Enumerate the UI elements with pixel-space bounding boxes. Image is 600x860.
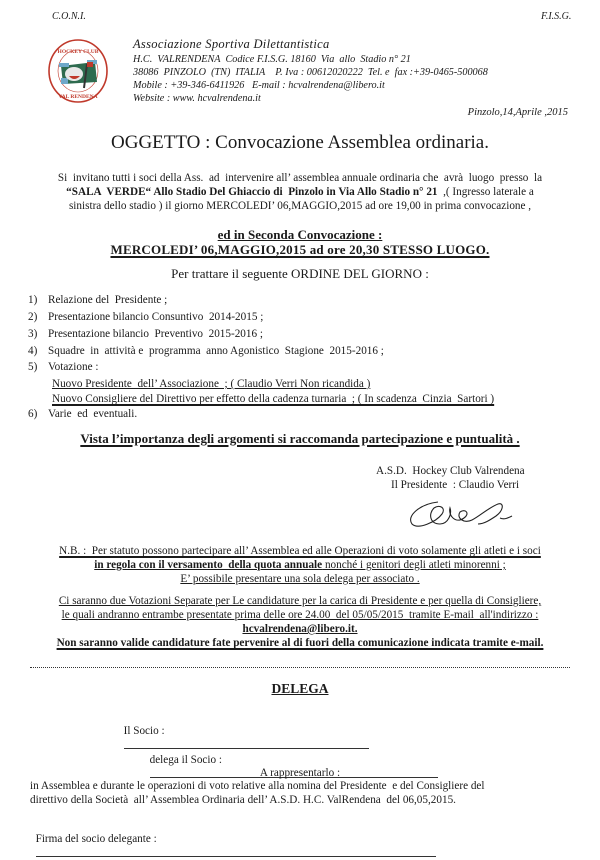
intro-line-2	[0, 186, 600, 198]
signature-role: Il Presidente : Claudio Verri	[391, 479, 520, 491]
rappresentarlo-label: A rappresentarlo :	[259, 767, 341, 779]
signature-org: A.S.D. Hockey Club Valrendena	[376, 465, 525, 477]
agenda-item-number: 4)	[28, 345, 38, 357]
agenda-item-text: Varie ed eventuali.	[48, 408, 138, 420]
votazione-president: Nuovo Presidente dell’ Associazione ; ( Claudio Verri Non ricandida )	[52, 378, 371, 390]
voting-line-2: le quali andranno entrambe presentate prima delle ore 24.00 del 05/05/2015 tramite E-mail all'indirizzo :	[61, 609, 539, 621]
socio-label: Il Socio :	[123, 725, 165, 737]
firma-input-line[interactable]	[36, 845, 436, 857]
club-logo	[47, 38, 109, 104]
agenda-item-number: 2)	[28, 311, 38, 323]
coni-label: C.O.N.I.	[52, 11, 86, 22]
agenda-item-2	[28, 311, 263, 323]
nb-line-1: N.B. : Per statuto possono partecipare all’ Assemblea ed alle Operazioni di voto solamente gli atleti e i soci	[59, 545, 541, 557]
svg-text:HOCKEY CLUB: HOCKEY CLUB	[57, 49, 99, 55]
agenda-item-3	[28, 328, 263, 340]
agenda-item-number: 5)	[28, 361, 38, 373]
hockey-club-logo-icon	[47, 38, 109, 104]
header-line-club-code: H.C. VALRENDENA Codice F.I.S.G. 18160 Via allo Stadio n° 21	[133, 54, 411, 65]
fisg-label: F.I.S.G.	[541, 11, 572, 22]
agenda-item-1	[28, 294, 167, 306]
president-signature	[400, 494, 520, 534]
voting-warning: Non saranno valide candidature fate pervenire al di fuori della comunicazione indicata tramite e-mail.	[56, 637, 544, 649]
intro-line-2-rest: ,( Ingresso laterale a	[437, 186, 534, 198]
agenda-item-text: Presentazione bilancio Consuntivo 2014-2015 ;	[48, 311, 264, 323]
agenda-item-number: 3)	[28, 328, 38, 340]
venue-name: “SALA VERDE“ Allo Stadio Del Ghiaccio di Pinzolo in Via Allo Stadio n° 21	[66, 186, 438, 198]
nb-line-2	[0, 559, 600, 571]
intro-line-3: sinistra dello stadio ) il giorno MERCOLEDI’ 06,MAGGIO,2015 ad ore 19,00 in prima convocazione ,	[68, 200, 532, 212]
nb-line-3: E’ possibile presentare una sola delega per associato .	[180, 573, 420, 585]
voting-email-link[interactable]: hcvalrendena@libero.it.	[242, 623, 358, 635]
header-line-address: 38086 PINZOLO (TN) ITALIA P. Iva : 00612020222 Tel. e fax :+39-0465-500068	[133, 67, 488, 78]
nb-line-2-rest: nonché i genitori degli atleti minorenni ;	[322, 559, 506, 571]
firma-label: Firma del socio delegante :	[35, 833, 157, 845]
document-date: Pinzolo,14,Aprile ,2015	[467, 107, 568, 118]
delega-text-line-2: direttivo della Società all’ Assemblea Ordinaria dell’ A.S.D. H.C. ValRendena del 06,05,2015.	[30, 794, 456, 806]
agenda-item-6	[28, 408, 137, 420]
firma-field	[30, 821, 436, 860]
voting-line-1: Ci saranno due Votazioni Separate per Le candidature per la carica di Presidente e per quella di Consigliere,	[58, 595, 542, 607]
dotted-separator	[30, 667, 570, 668]
delega-socio-label: delega il Socio :	[149, 754, 222, 766]
document-subject: OGGETTO : Convocazione Assemblea ordinaria.	[111, 132, 489, 153]
handwritten-signature-icon	[400, 494, 520, 534]
second-call-title: ed in Seconda Convocazione :	[217, 227, 383, 242]
delega-text-line-1: in Assemblea e durante le operazioni di voto relative alla nomina del Presidente e del Consigliere del	[30, 780, 485, 792]
agenda-item-4	[28, 345, 384, 357]
header-line-website: Website : www. hcvalrendena.it	[133, 93, 261, 104]
second-call-detail: MERCOLEDI’ 06,MAGGIO,2015 ad ore 20,30 STESSO LUOGO.	[110, 242, 490, 257]
agenda-item-text: Squadre in attività e programma anno Agonistico Stagione 2015-2016 ;	[48, 345, 384, 357]
header-line-contact: Mobile : +39-346-6411926 E-mail : hcvalrendena@libero.it	[133, 80, 385, 91]
agenda-item-text: Relazione del Presidente ;	[48, 294, 168, 306]
recommendation: Vista l’importanza degli argomenti si raccomanda partecipazione e puntualità .	[80, 431, 520, 446]
agenda-item-text: Votazione :	[48, 361, 99, 373]
quota-requirement: in regola con il versamento della quota annuale	[94, 559, 323, 571]
svg-text:VAL RENDENA: VAL RENDENA	[58, 94, 98, 100]
delega-title: DELEGA	[271, 681, 329, 696]
agenda-item-text: Presentazione bilancio Preventivo 2015-2016 ;	[48, 328, 263, 340]
association-name: Associazione Sportiva Dilettantistica	[133, 37, 330, 51]
agenda-item-number: 1)	[28, 294, 38, 306]
votazione-councillor: Nuovo Consigliere del Direttivo per effetto della cadenza turnaria ; ( In scadenza Cinzia Sartori )	[52, 393, 495, 405]
intro-line-1: Si invitano tutti i soci della Ass. ad intervenire all’ assemblea annuale ordinaria che avrà luogo presso la	[57, 172, 543, 184]
agenda-item-5	[28, 361, 98, 373]
agenda-item-number: 6)	[28, 408, 38, 420]
agenda-intro: Per trattare il seguente ORDINE DEL GIORNO :	[171, 266, 429, 281]
